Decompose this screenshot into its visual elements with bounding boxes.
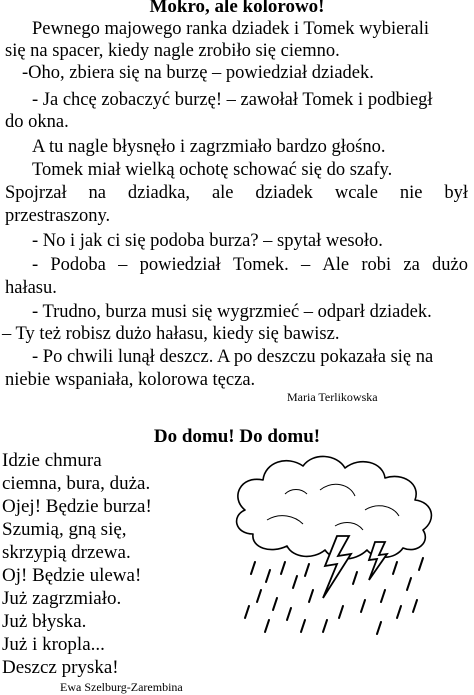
word: – [300, 255, 311, 275]
story-line: hałasu. [5, 278, 57, 298]
word: dziadka, [127, 183, 191, 203]
word: był [444, 183, 468, 203]
word: dziadek [255, 183, 313, 203]
story-line: -Oho, zbiera się na burzę – powiedział dziadek. [22, 63, 374, 83]
storm-cloud-rain-lightning-icon [225, 450, 450, 650]
story-line-justified [5, 182, 468, 204]
poem-title: Do domu! Do domu! [153, 426, 321, 447]
story-line: A tu nagle błysnęło i zagrzmiało bardzo głośno. [32, 137, 386, 157]
word: - [32, 255, 39, 275]
story-author: Maria Terlikowska [287, 390, 378, 404]
poem-line: Już i kropla... [2, 634, 105, 655]
poem-line: Idzie chmura [2, 450, 102, 471]
story-line: - Trudno, burza musi się wygrzmieć – odparł dziadek. [32, 302, 432, 322]
poem-author: Ewa Szelburg-Zarembina [60, 680, 183, 694]
story-line-justified [32, 254, 468, 276]
poem-line: Oj! Będzie ulewa! [2, 565, 142, 586]
word: Ale [322, 255, 350, 275]
poem-line: skrzypią drzewa. [2, 542, 131, 563]
word: dużo [432, 255, 468, 275]
story-line: - Ja chcę zobaczyć burzę! – zawołał Tomek i podbiegł [32, 90, 433, 110]
word: Tomek. [232, 255, 289, 275]
poem-line: Już zagrzmiało. [2, 588, 122, 609]
story-line: się na spacer, kiedy nagle zrobiło się ciemno. [5, 41, 340, 61]
story-line: - No i jak ci się podoba burza? – spytał wesoło. [32, 231, 383, 251]
word: Spojrzał [5, 183, 67, 203]
justified-words [32, 254, 468, 276]
story-line: - Po chwili lunął deszcz. A po deszczu pokazała się na [32, 347, 434, 367]
story-line: Pewnego majowego ranka dziadek i Tomek wybierali [32, 19, 430, 39]
poem-line: Już błyska. [2, 611, 87, 632]
story-line: niebie wspaniała, kolorowa tęcza. [5, 370, 256, 390]
word: wcale [334, 183, 378, 203]
story-line: Tomek miał wielką ochotę schować się do szafy. [32, 160, 393, 180]
word: ale [211, 183, 234, 203]
poem-line: Ojej! Będzie burza! [2, 496, 152, 517]
story-title: Mokro, ale kolorowo! [149, 0, 325, 17]
word: za [403, 255, 420, 275]
word: na [88, 183, 107, 203]
word: robi [361, 255, 392, 275]
justified-words [5, 182, 468, 204]
word: – [118, 255, 128, 275]
poem-line: Deszcz pryska! [2, 657, 119, 678]
word: nie [399, 183, 423, 203]
story-line: do okna. [5, 112, 69, 132]
word: Podoba [50, 255, 106, 275]
poem-line: Szumią, gną się, [2, 519, 127, 540]
story-line: – Ty też robisz dużo hałasu, kiedy się bawisz. [2, 324, 340, 344]
story-line: przestraszony. [5, 206, 111, 226]
poem-line: ciemna, bura, duża. [2, 473, 151, 494]
word: powiedział [139, 255, 221, 275]
